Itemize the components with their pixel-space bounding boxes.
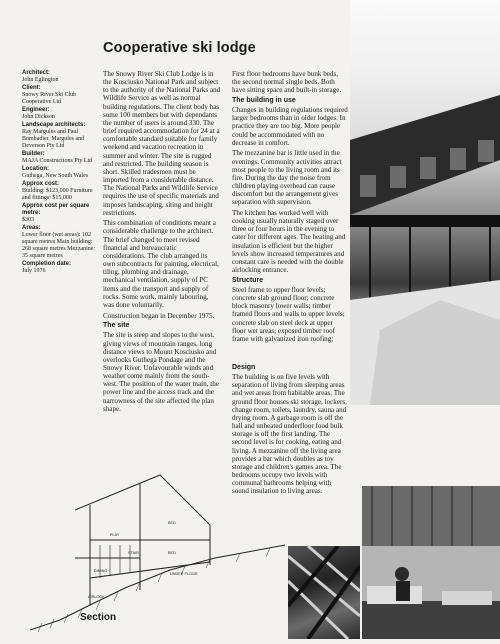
- credit-landscape: Landscape architects: Ray Margules and Paul Bombadier, Margules and Deverson Pty Ltd: [22, 121, 86, 149]
- paragraph: The building is on five levels with separation of living from sleeping areas and wet areas from habitable areas. The ground floor houses ski storage, lockers, change room, toilets, laundry, sauna and drying room. A garbage room is off the hall and unheated underfloor food bulk storage is off the first landing. The second level is for cooking, eating and living. A mezzanine off the living area provides a bar which doubles as toy storage and children's games area. The bedrooms occupy two levels with communal bathrooms helping with sound insulation to living areas.: [232, 373, 347, 496]
- paragraph: Steel frame to upper floor levels; concrete slab ground floor; concrete block masonry lower walls; timber framed floors and walls to upper levels; concrete slab on steel deck at upper floor wet areas; exposed timber roof frame with galvanized iron roofing;: [232, 285, 345, 343]
- heading-building-in-use: The building in use: [232, 96, 296, 104]
- living-room-photo: [362, 486, 500, 639]
- paragraph: The kitchen has worked well with cooking usually naturally staged over three or four hours in the evening to cater for different ages. The heating and insulation is efficient but the higher levels show increased temperatures and constant care is needed with the double airlocking entrance.: [232, 209, 346, 275]
- paragraph: This combination of conditions meant a considerable challenge to the architect. The brief changed to meet revised financial and bureaucratic considerations. The club arranged its own subcontracts for painting, electrical, tiling, plumbing and drainage, mechanical ventilation, supply of PC items and the transport and supply of rocks. Some work, mainly labouring, was done voluntarily.: [103, 219, 219, 309]
- paragraph: Construction began in December 1975.: [103, 311, 215, 320]
- section-room-label: UNDER FLOOR: [170, 572, 198, 576]
- credit-completion: Completion date: July 1976: [22, 260, 71, 274]
- credit-client: Client: Snowy River Ski Club Cooperative Ltd: [22, 84, 77, 105]
- interior-roof-photo: [288, 546, 360, 639]
- section-drawing: [30, 470, 285, 639]
- paragraph: First floor bedrooms have bunk beds, the second normal single beds. Both have sitting space and built-in storage.: [232, 70, 342, 95]
- credit-cost-per-sqm: Approx cost per square metre: $303: [22, 202, 90, 223]
- section-room-label: BED: [168, 521, 176, 525]
- heading-design: Design: [232, 364, 256, 371]
- paragraph: The mezzanine bar is little used in the evenings. Community activities attract most people to the living room and its fire. During the day the noise from children playing overhead can cause discomfort but the arrangement gives separation with supervision.: [232, 149, 342, 207]
- lodge-exterior-photo: [350, 0, 500, 405]
- heading-structure: Structure: [232, 276, 264, 284]
- text-column-2: [232, 70, 348, 346]
- section-room-label: STAIR: [128, 551, 139, 555]
- credit-architect: Architect: John Eglington: [22, 69, 59, 83]
- section-room-label: BED: [168, 551, 176, 555]
- section-room-label: DINING: [94, 569, 108, 573]
- credit-builder: Builder: MAJA Constructions Pty Ltd: [22, 150, 93, 164]
- paragraph: The site is steep and slopes to the west, giving views of mountain ranges, long distance views to Mount Kosciusko and overlooks Guthega Pondage and the Snowy River. Unfavourable winds and weather come mainly from the south-west. The position of the water main, the power line and the access track and the narrowness of the site affected the plan shape.: [103, 331, 219, 413]
- text-column-1: [103, 70, 221, 415]
- paragraph: The Snowy River Ski Club Lodge is in the Kosciusko National Park and subject to the authority of the National Parks and Wildlife Service as well as normal building regulations. The client body has some 100 members but with dependants the number of users is around 330. The brief required accommodation for 24 at a comfortable standard suitable for family weekend and vacation recreation in summer and winter. The site is rugged and restricted. The building season is short. Skilled tradesmen must be imported from a considerable distance. The National Parks and Wildlife Service requires the use of specific materials and imposes landscaping, siting and height restrictions.: [103, 70, 221, 217]
- section-room-label: PLAY: [110, 533, 120, 537]
- section-room-label: AIRLOCK: [88, 595, 105, 599]
- heading-site: The site: [103, 322, 130, 330]
- project-credits: [22, 69, 99, 276]
- credit-engineer: Engineer: John Dickson: [22, 106, 55, 120]
- credit-cost: Approx cost: Building: $123,000 Furniture and fittings: $15,000: [22, 180, 93, 201]
- section-caption: Section: [80, 612, 117, 623]
- credit-areas: Areas: Lower floor (wet areas): 102 square metres Main building: 268 square metres Mezzanine: 35 square metres: [22, 224, 96, 259]
- paragraph: Changes in building regulations required larger bedrooms than in older lodges. In practice they are too big. More people could be accommodated with no decrease in comfort.: [232, 106, 348, 147]
- credit-location: Location: Guthega, New South Wales: [22, 165, 89, 179]
- article-title: Cooperative ski lodge: [103, 40, 256, 56]
